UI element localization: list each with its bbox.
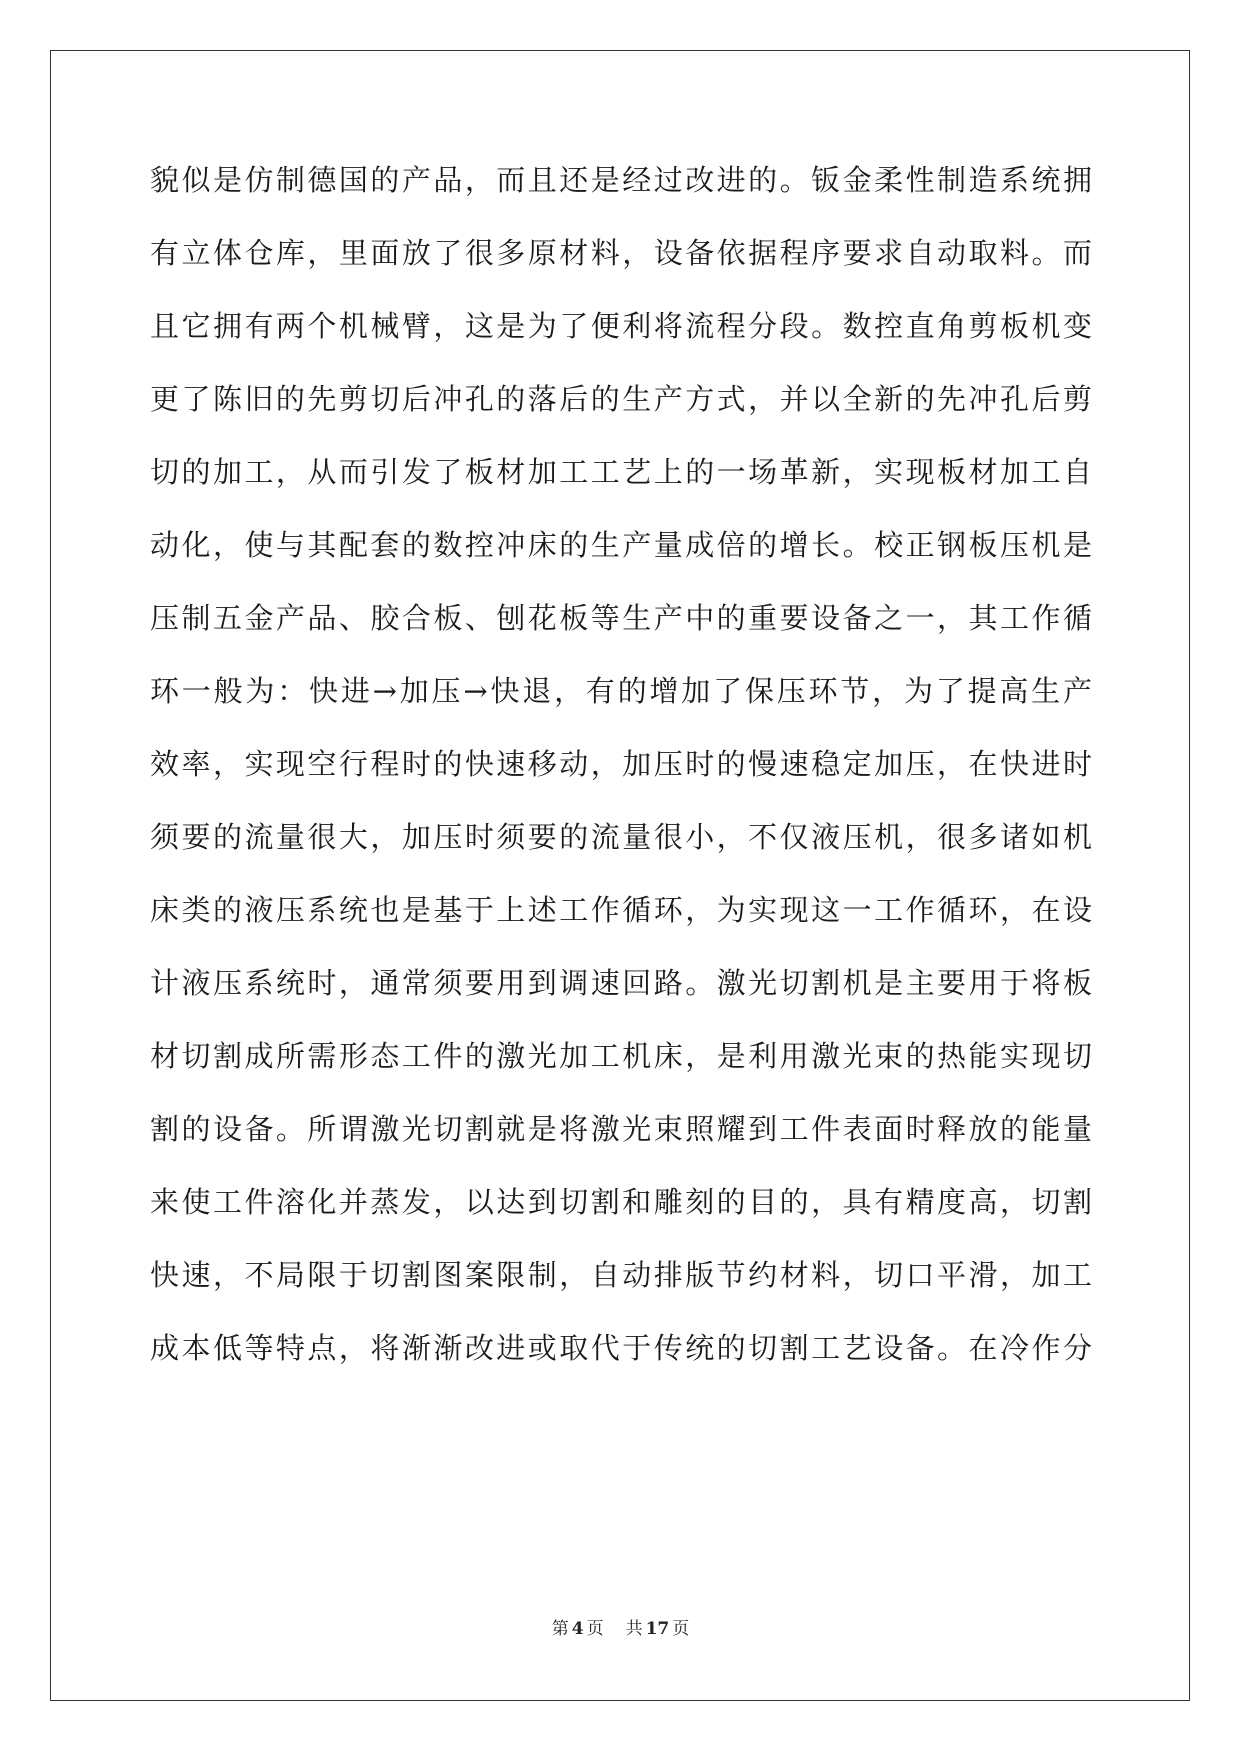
total-pages: 17	[645, 1619, 670, 1639]
text-line: 动化，使与其配套的数控冲床的生产量成倍的增长。校正钢板压机是	[150, 528, 1094, 562]
total-suffix: 页	[672, 1619, 690, 1639]
page-prefix: 第	[551, 1619, 569, 1639]
text-line: 更了陈旧的先剪切后冲孔的落后的生产方式，并以全新的先冲孔后剪	[150, 382, 1094, 416]
text-line: 压制五金产品、胶合板、刨花板等生产中的重要设备之一，其工作循	[150, 601, 1094, 635]
text-line: 貌似是仿制德国的产品，而且还是经过改进的。钣金柔性制造系统拥	[150, 163, 1094, 197]
text-line: 且它拥有两个机械臂，这是为了便利将流程分段。数控直角剪板机变	[150, 309, 1094, 343]
text-line: 床类的液压系统也是基于上述工作循环，为实现这一工作循环，在设	[150, 893, 1094, 927]
text-line: 有立体仓库，里面放了很多原材料，设备依据程序要求自动取料。而	[150, 236, 1094, 270]
page-suffix: 页	[586, 1619, 604, 1639]
text-line: 成本低等特点，将渐渐改进或取代于传统的切割工艺设备。在冷作分	[150, 1331, 1094, 1365]
page-footer	[0, 1617, 1241, 1641]
text-line: 计液压系统时，通常须要用到调速回路。激光切割机是主要用于将板	[150, 966, 1094, 1000]
text-line: 环一般为：快进→加压→快退，有的增加了保压环节，为了提高生产	[150, 674, 1094, 708]
text-line: 效率，实现空行程时的快速移动，加压时的慢速稳定加压，在快进时	[150, 747, 1094, 781]
text-line: 材切割成所需形态工件的激光加工机床，是利用激光束的热能实现切	[150, 1039, 1094, 1073]
text-line: 割的设备。所谓激光切割就是将激光束照耀到工件表面时释放的能量	[150, 1112, 1094, 1146]
body-text	[150, 150, 1094, 1391]
total-prefix: 共	[625, 1619, 643, 1639]
text-line: 切的加工，从而引发了板材加工工艺上的一场革新，实现板材加工自	[150, 455, 1094, 489]
page-number: 4	[571, 1619, 584, 1639]
text-line: 须要的流量很大，加压时须要的流量很小，不仅液压机，很多诸如机	[150, 820, 1094, 854]
text-line: 快速，不局限于切割图案限制，自动排版节约材料，切口平滑，加工	[150, 1258, 1094, 1292]
text-line: 来使工件溶化并蒸发，以达到切割和雕刻的目的，具有精度高，切割	[150, 1185, 1094, 1219]
